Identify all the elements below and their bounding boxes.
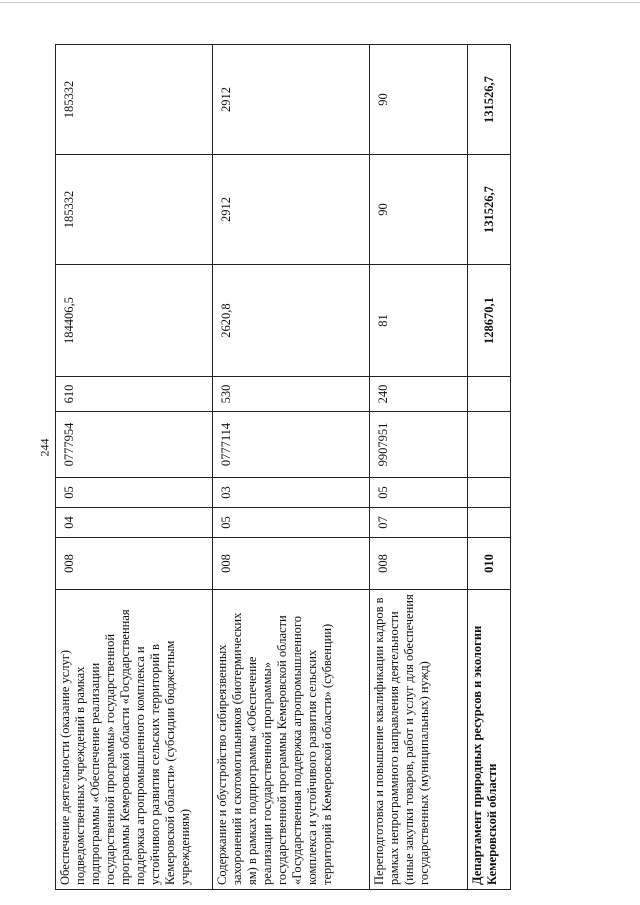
amount-3: 90 [370, 45, 468, 155]
row-description: Содержание и обустройство сибиреязвенных захоронений и скотомогильников (биотермических ям) в рамках подпрограммы «Обеспечение реализации государственной программы» государственной программы Кемеровской области «Государственная поддержка агропромышленного комплекса и устойчивого развития сельских территорий в Кемеровской области» (субвенции) [213, 590, 370, 890]
total-subsection-code [468, 478, 511, 508]
top-rule [0, 2, 640, 3]
row-description: Переподготовка и повышение квалификации кадров в рамках непрограммного направления деятельности (иные закупки товаров, работ и услуг для обеспечения государственных (муниципальных) нужд) [370, 590, 468, 890]
total-ministry-code: 010 [468, 538, 511, 590]
target-code: 0777114 [213, 412, 370, 478]
total-amount-1: 128670,1 [468, 265, 511, 377]
section-code: 04 [56, 508, 213, 538]
total-row [468, 45, 511, 890]
amount-3: 2912 [213, 45, 370, 155]
table-row [56, 45, 213, 890]
ministry-code: 008 [213, 538, 370, 590]
amount-3: 185332 [56, 45, 213, 155]
target-code: 9907951 [370, 412, 468, 478]
total-expense-type-code [468, 377, 511, 412]
total-amount-3: 131526,7 [468, 45, 511, 155]
amount-1: 184406,5 [56, 265, 213, 377]
section-code: 07 [370, 508, 468, 538]
subsection-code: 03 [213, 478, 370, 508]
amount-2: 90 [370, 155, 468, 265]
expense-type-code: 610 [56, 377, 213, 412]
ministry-code: 008 [370, 538, 468, 590]
section-code: 05 [213, 508, 370, 538]
ministry-code: 008 [56, 538, 213, 590]
total-section-code [468, 508, 511, 538]
total-target-code [468, 412, 511, 478]
subsection-code: 05 [56, 478, 213, 508]
budget-table-rotated [55, 45, 510, 890]
table-row [213, 45, 370, 890]
target-code: 0777954 [56, 412, 213, 478]
subsection-code: 05 [370, 478, 468, 508]
total-description: Департамент природных ресурсов и экологии Кемеровской области [468, 590, 511, 890]
budget-table [55, 44, 511, 890]
amount-2: 2912 [213, 155, 370, 265]
table-row [370, 45, 468, 890]
expense-type-code: 240 [370, 377, 468, 412]
total-amount-2: 131526,7 [468, 155, 511, 265]
page-number: 244 [37, 438, 52, 457]
amount-1: 2620,8 [213, 265, 370, 377]
row-description: Обеспечение деятельности (оказание услуг) подведомственных учреждений в рамках подпрограммы «Обеспечение реализации государственной программы» государственной программы Кемеровской области «Государственная поддержка агропромышленного комплекса и устойчивого развития сельских территорий в Кемеровской области» (субсидии бюджетным учреждениям) [56, 590, 213, 890]
amount-2: 185332 [56, 155, 213, 265]
expense-type-code: 530 [213, 377, 370, 412]
amount-1: 81 [370, 265, 468, 377]
